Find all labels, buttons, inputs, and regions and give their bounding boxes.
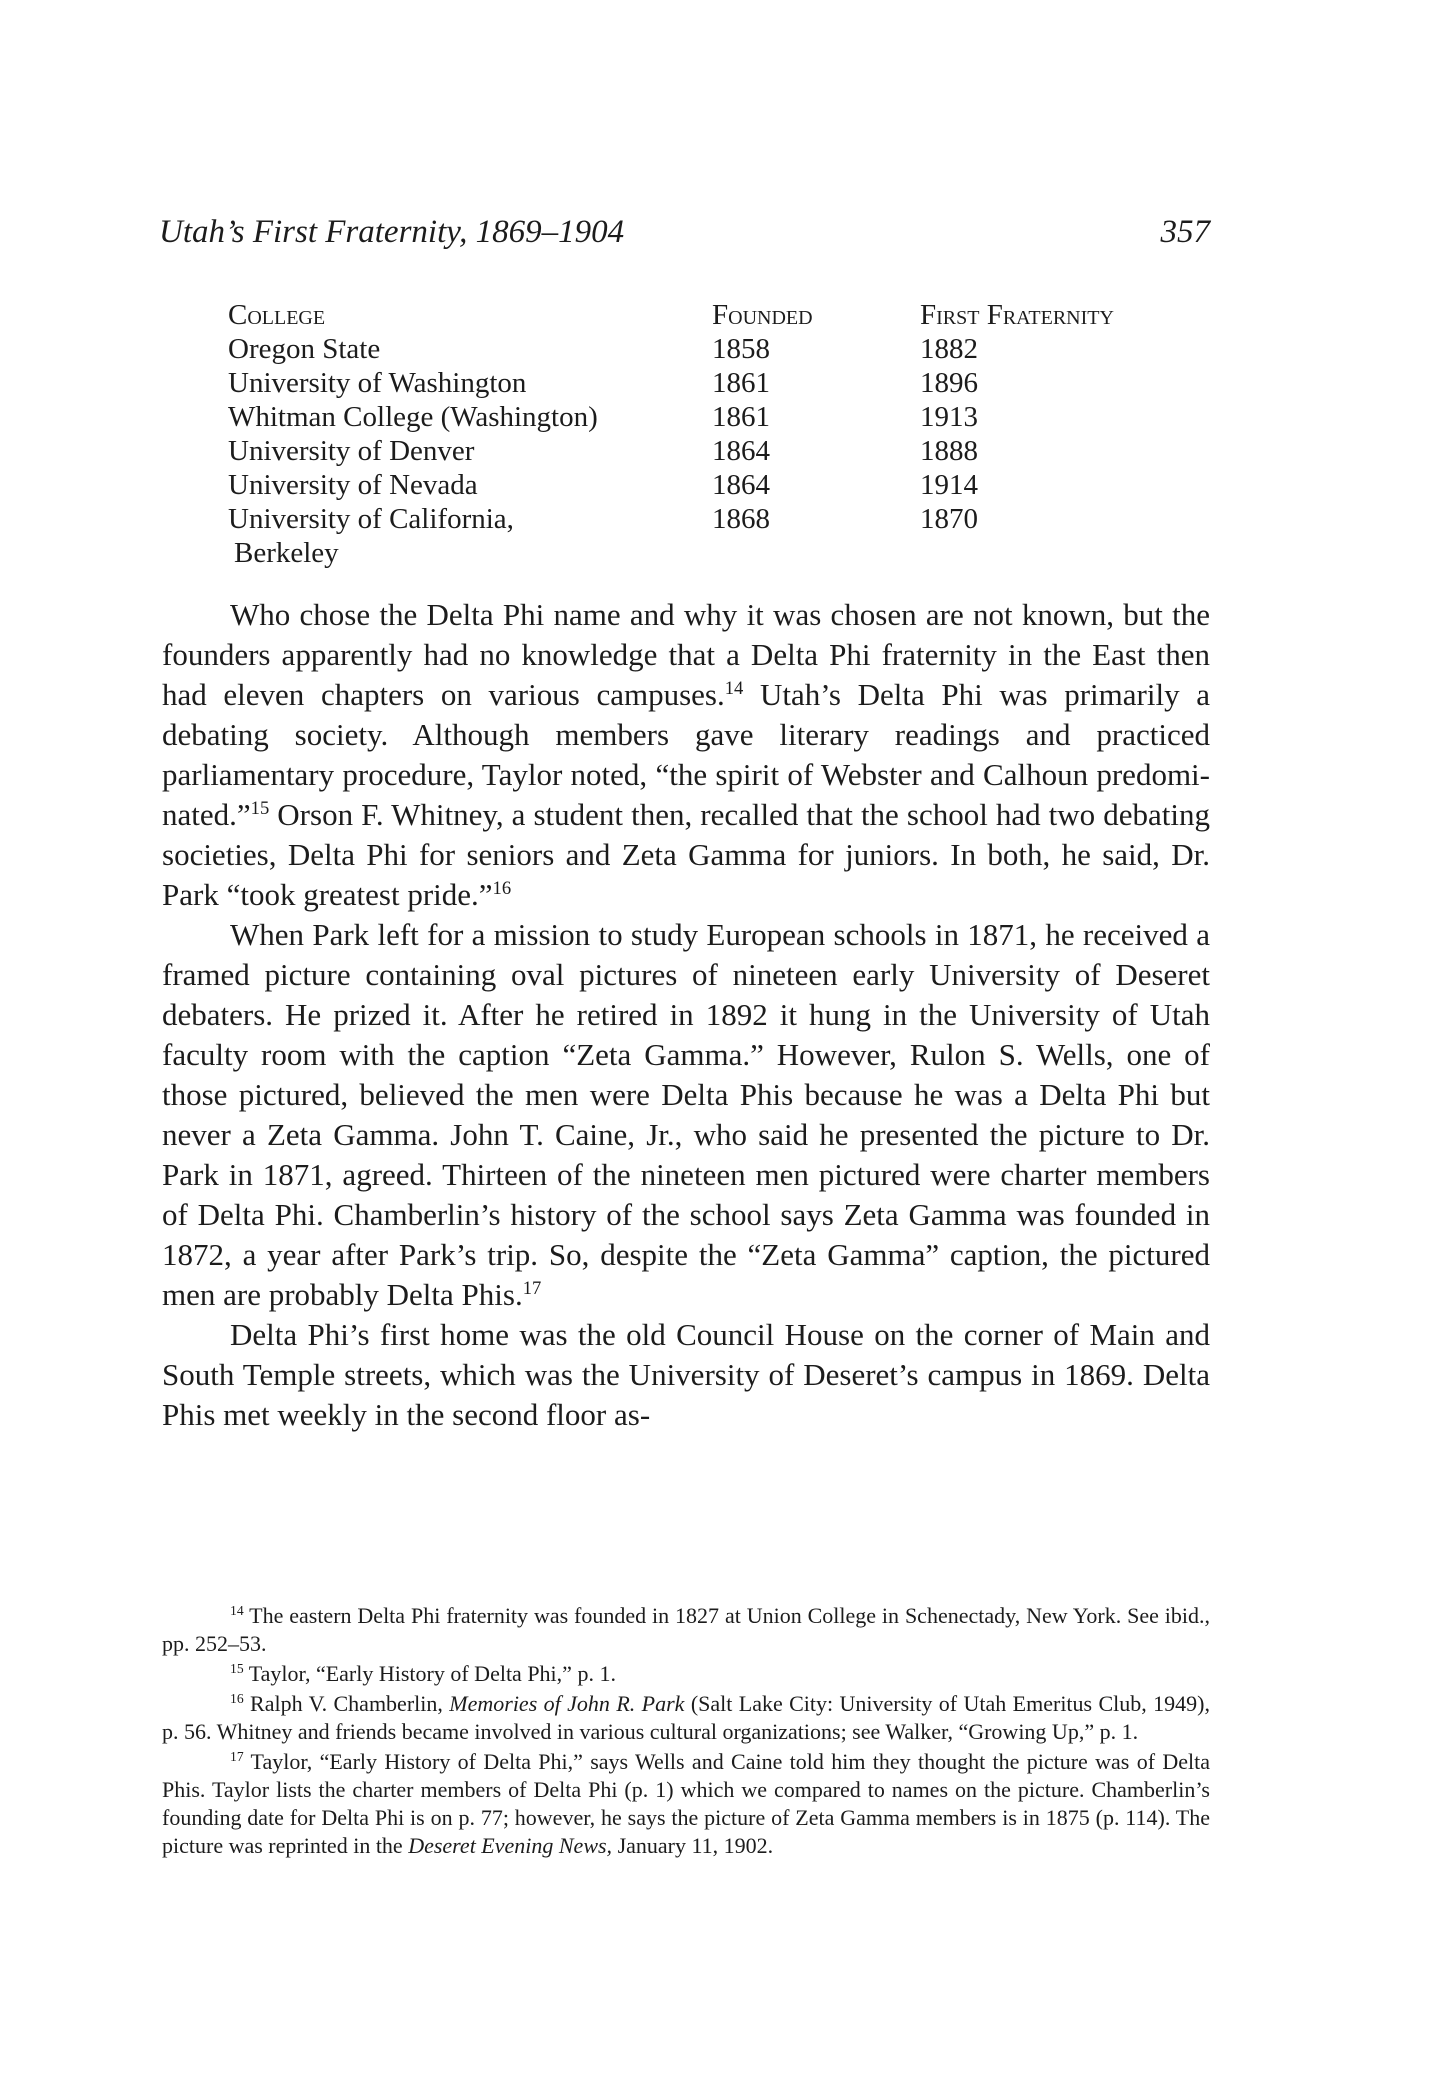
paragraph-text: Orson F. Whitney, a student then, recalled that the school had two debating societies, Delta Phi for seniors and Zeta Gamma for juniors. In both, he said, Dr. Park “took greatest pride.” — [162, 797, 1210, 912]
footnote-book-title: Memories of John R. Park — [449, 1691, 685, 1716]
cell-college: Oregon State — [228, 333, 381, 365]
cell-college — [228, 502, 712, 570]
footnote-number: 16 — [230, 1690, 244, 1706]
cell-founded: 1864 — [712, 469, 770, 501]
footnote-text: Taylor, “Early History of Delta Phi,” p. 1. — [243, 1661, 616, 1686]
footnote — [162, 1748, 1210, 1860]
cell-founded: 1861 — [712, 401, 770, 433]
footnote-text: January 11, 1902. — [612, 1833, 774, 1858]
cell-founded: 1861 — [712, 367, 770, 399]
cell-first-fraternity: 1913 — [920, 401, 978, 433]
paragraph-text: Utah’s Delta Phi was primarily a debating society. Although members gave literary readings and practiced parliamentary procedure, Taylor noted, “the spirit of Webster and Calhoun predominated.” — [162, 677, 1210, 832]
paragraph — [162, 595, 1210, 915]
cell-first-fraternity: 1914 — [920, 469, 978, 501]
footnote-ref[interactable]: 16 — [492, 877, 512, 899]
footnote-text: (Salt Lake City: University of Utah Emeritus Club, 1949), p. 56. Whitney and friends became involved in various cultural organizations; see Walker, “Growing Up,” p. 1. — [162, 1691, 1210, 1744]
cell-college: University of Nevada — [228, 469, 478, 501]
table-row — [228, 400, 1160, 434]
footnote-text: Ralph V. Chamberlin, — [243, 1691, 450, 1716]
cell-first-fraternity: 1896 — [920, 367, 978, 399]
cell-first-fraternity: 1888 — [920, 435, 978, 467]
table-row — [228, 366, 1160, 400]
cell-first-fraternity: 1870 — [920, 503, 978, 535]
colleges-table — [228, 298, 1160, 570]
cell-founded: 1858 — [712, 333, 770, 365]
footnote-number: 15 — [230, 1660, 244, 1676]
footnote-text: The eastern Delta Phi fraternity was founded in 1827 at Union College in Schenectady, New York. See ibid., pp. 252–53. — [162, 1603, 1210, 1656]
table-row — [228, 434, 1160, 468]
column-header-first-fraternity: First Fraternity — [920, 299, 1114, 331]
footnote-ref[interactable]: 17 — [522, 1277, 542, 1299]
cell-college: Whitman College (Washington) — [228, 401, 598, 433]
cell-college-continuation: Berkeley — [234, 537, 339, 569]
body-text — [162, 595, 1210, 1435]
footnote-ref[interactable]: 15 — [250, 797, 270, 819]
footnote — [162, 1660, 1210, 1688]
table-row — [228, 332, 1160, 366]
footnotes — [162, 1602, 1210, 1862]
cell-first-fraternity: 1882 — [920, 333, 978, 365]
footnote — [162, 1690, 1210, 1746]
paragraph-text: When Park left for a mission to study European schools in 1871, he received a framed picture containing oval pictures of nineteen early University of Deseret debaters. He prized it. After he retired in 1892 it hung in the University of Utah faculty room with the caption “Zeta Gamma.” However, Rulon S. Wells, one of those pictured, believed the men were Delta Phis because he was a Delta Phi but never a Zeta Gamma. John T. Caine, Jr., who said he presented the picture to Dr. Park in 1871, agreed. Thirteen of the nineteen men pictured were charter members of Delta Phi. Chamberlin’s history of the school says Zeta Gamma was founded in 1872, a year after Park’s trip. So, despite the “Zeta Gamma” caption, the pictured men are probably Delta Phis. — [162, 917, 1210, 1312]
table-row — [228, 468, 1160, 502]
paragraph-text: Who chose the Delta Phi name and why it was chosen are not known, but the founders apparently had no knowledge that a Delta Phi fraternity in the East then had eleven chapters on various campuses. — [162, 597, 1210, 712]
paragraph — [162, 915, 1210, 1315]
table-header-row — [228, 298, 1160, 332]
page-number: 357 — [1160, 214, 1210, 250]
footnote-number: 14 — [230, 1602, 244, 1618]
footnote-newspaper-title: Deseret Evening News, — [408, 1833, 613, 1858]
cell-founded: 1864 — [712, 435, 770, 467]
cell-founded: 1868 — [712, 503, 770, 535]
running-title: Utah’s First Fraternity, 1869–1904 — [159, 214, 625, 250]
column-header-college: College — [228, 299, 326, 331]
paragraph-text: Delta Phi’s first home was the old Council House on the corner of Main and South Temple streets, which was the University of Deseret’s campus in 1869. Delta Phis met weekly in the second floor as- — [162, 1317, 1210, 1432]
cell-college: University of Denver — [228, 435, 475, 467]
paragraph — [162, 1315, 1210, 1435]
table-row — [228, 502, 1160, 570]
footnote-ref[interactable]: 14 — [724, 677, 744, 699]
footnote-number: 17 — [230, 1748, 244, 1764]
column-header-founded: Founded — [712, 299, 813, 331]
footnote-text: Taylor, “Early History of Delta Phi,” says Wells and Caine told him they thought the picture was of Delta Phis. Taylor lists the charter members of Delta Phi (p. 1) which we compared to names on the picture. Chamberlin’s founding date for Delta Phi is on p. 77; however, he says the picture of Zeta Gamma members is in 1875 (p. 114). The picture was reprinted in the — [162, 1749, 1210, 1858]
footnote — [162, 1602, 1210, 1658]
cell-college-line: University of California, — [228, 503, 514, 535]
cell-college: University of Washington — [228, 367, 527, 399]
